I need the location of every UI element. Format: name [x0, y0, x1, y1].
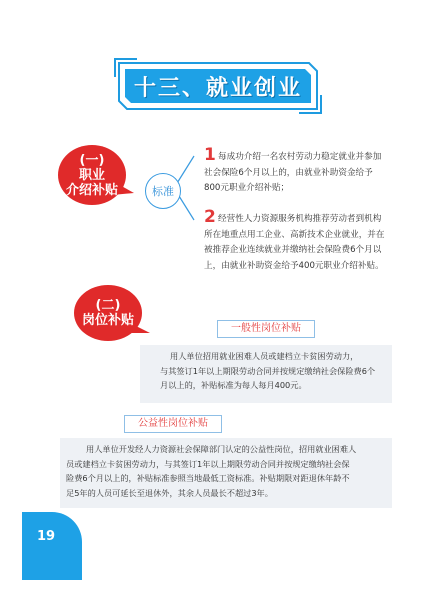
item-line: 每成功介绍一名农村劳动力稳定就业并参加	[218, 152, 382, 162]
item-line: 社会保险6个月以上的，由就业补助资金给予	[204, 167, 373, 178]
public-subsidy-label: 公益性岗位补贴	[124, 415, 222, 433]
item-2	[204, 207, 398, 274]
item-number: 2	[204, 207, 216, 227]
text-line: 足5年的人员可延长至退休外，其余人员最长不超过3年。	[66, 487, 273, 498]
general-subsidy-text	[140, 345, 392, 403]
item-line: 被推荐企业连续就业并缴纳社会保险费6个月以	[204, 245, 382, 255]
text-line: 与其签订1年以上期限劳动合同并按规定缴纳社会保险费6个	[160, 365, 376, 376]
item-line: 800元职业介绍补贴；	[204, 183, 290, 193]
page-number-shape	[22, 512, 84, 580]
badge-line: (一)	[79, 153, 105, 168]
section-badge-job-referral	[56, 143, 128, 209]
text-line: 用人单位招用就业困难人员或建档立卡贫困劳动力，	[170, 351, 359, 361]
standard-label: 标准	[145, 173, 181, 209]
item-number: 1	[204, 145, 216, 165]
item-line: 所在地重点用工企业、高新技术企业就业，并在	[204, 229, 385, 240]
badge-line: 岗位补贴	[81, 313, 134, 328]
item-line: 经营性人力资源服务机构推荐劳动者到机构	[218, 214, 382, 224]
text-line: 用人单位开发经人力资源社会保障部门认定的公益性岗位，招用就业困难人	[86, 444, 357, 454]
text-line: 月以上的，补贴标准为每人每月400元。	[160, 380, 307, 391]
page-number-tab	[22, 512, 84, 580]
section-badge-job-subsidy	[72, 283, 144, 345]
badge-line: 职业	[78, 168, 105, 183]
badge-line: (二)	[95, 298, 121, 313]
text-line: 险费6个月以上的，补贴标准参照当地最低工资标准。补贴期限对距退休年龄不	[66, 473, 350, 484]
page-number: 19	[36, 529, 56, 544]
public-subsidy-text	[60, 438, 392, 508]
page-title: 十三、就业创业	[133, 75, 302, 101]
title-banner	[113, 57, 323, 115]
text-line: 员或建档立卡贫困劳动力，与其签订1年以上期限劳动合同并按规定缴纳社会保	[66, 458, 350, 469]
general-subsidy-label: 一般性岗位补贴	[217, 320, 315, 338]
item-1	[204, 145, 398, 197]
item-line: 上，由就业补助资金给予400元职业介绍补贴。	[204, 260, 384, 271]
badge-line: 介绍补贴	[65, 183, 118, 198]
